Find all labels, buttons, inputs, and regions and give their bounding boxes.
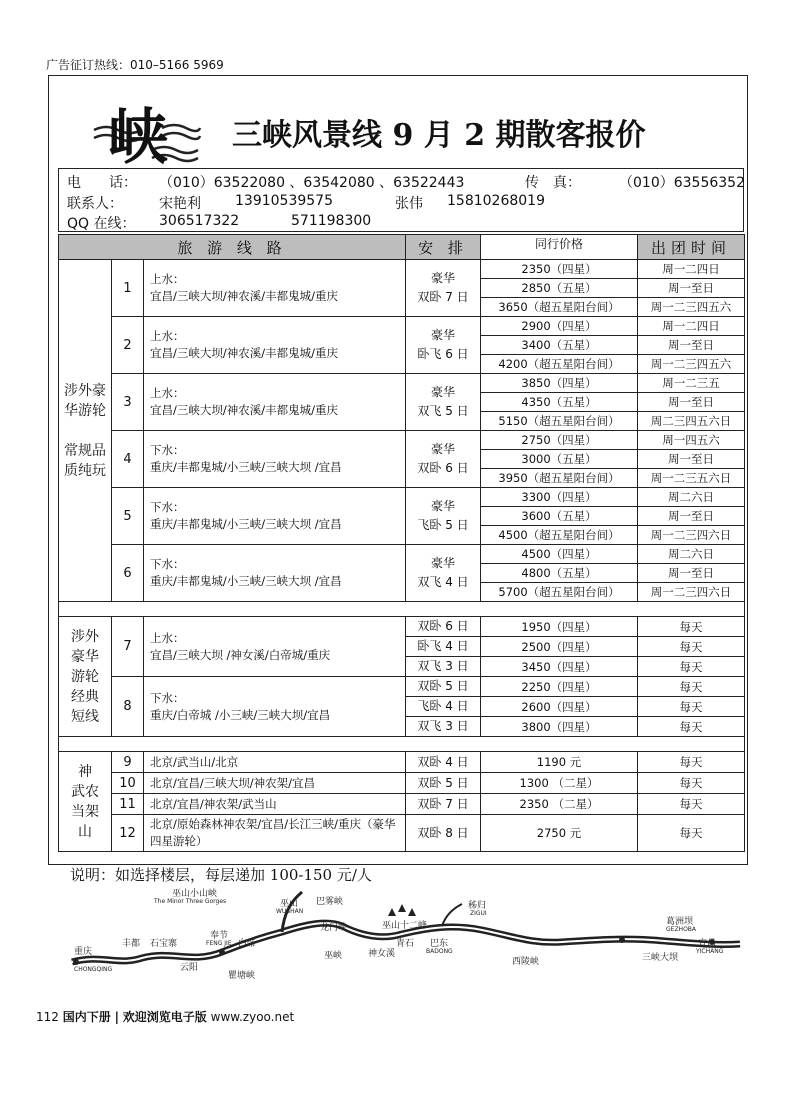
- route-direction: 下水：: [150, 690, 185, 705]
- route-number: 9: [112, 752, 144, 773]
- table-row: [59, 260, 745, 279]
- trip-duration: 飞卧 5 日: [417, 518, 469, 532]
- map-label: 秭归: [468, 901, 487, 911]
- map-label: 奉节: [210, 931, 229, 941]
- route-number: 11: [112, 794, 144, 815]
- departure-cell: 周一至日: [638, 450, 745, 469]
- header-price: 同行价格: [481, 235, 638, 260]
- arrangement-cell: [406, 545, 481, 602]
- table-row: [59, 617, 745, 637]
- arrangement-cell: 双飞 3 日: [406, 657, 481, 677]
- fax-number: （010）63556352: [619, 175, 745, 191]
- price-cell: 3950（超五星阳台间）: [481, 469, 638, 488]
- table-row: [59, 752, 745, 773]
- departure-cell: 周一二四日: [638, 260, 745, 279]
- route-number: 8: [112, 677, 144, 737]
- route-direction: 上水：: [150, 272, 185, 286]
- route-direction: 上水：: [150, 329, 185, 343]
- price-cell: 3450（四星）: [481, 657, 638, 677]
- departure-cell: 周一二三四五六: [638, 355, 745, 374]
- table-row: [59, 374, 745, 393]
- arrangement-cell: 双卧 7 日: [406, 794, 481, 815]
- departure-cell: 每天: [638, 752, 745, 773]
- table-row: [59, 794, 745, 815]
- route-path-cell: [144, 488, 406, 545]
- price-cell: 5700（超五星阳台间）: [481, 583, 638, 602]
- map-label: 龙门峡: [320, 923, 348, 933]
- departure-cell: 每天: [638, 815, 745, 852]
- spacer-cell: [59, 602, 745, 617]
- qq-number-1: 306517322: [159, 213, 240, 229]
- map-label: FENG JIE: [206, 940, 232, 947]
- map-label: 丰都: [122, 939, 141, 949]
- price-cell: 2350 （二星）: [481, 794, 638, 815]
- table-row: [59, 773, 745, 794]
- departure-cell: 每天: [638, 794, 745, 815]
- arrangement-cell: [406, 431, 481, 488]
- cruise-type: 豪华: [431, 328, 456, 342]
- route-path: 宜昌/三峡大坝/神农溪/丰都鬼城/重庆: [150, 403, 338, 417]
- map-label: GEZHOBA: [666, 926, 697, 933]
- route-path-cell: [144, 545, 406, 602]
- map-label: 巫山十二峰: [382, 921, 428, 931]
- website-link[interactable]: www.zyoo.net: [210, 1010, 295, 1024]
- map-label: 葛洲坝: [666, 917, 694, 927]
- price-cell: 2600（四星）: [481, 697, 638, 717]
- route-number: 12: [112, 815, 144, 852]
- departure-cell: 每天: [638, 773, 745, 794]
- price-table: [58, 234, 745, 852]
- route-path: 宜昌/三峡大坝/神农溪/丰都鬼城/重庆: [150, 346, 338, 360]
- route-path: 重庆/丰都鬼城/小三峡/三峡大坝 /宜昌: [150, 460, 342, 474]
- contact-person-1: 宋艳利: [159, 196, 201, 212]
- route-direction: 下水：: [150, 500, 185, 514]
- map-label: 巴雾峡: [316, 897, 344, 907]
- route-path: 北京/宜昌/三峡大坝/神农架/宜昌: [144, 773, 406, 794]
- route-number: 2: [112, 317, 144, 374]
- route-number: 10: [112, 773, 144, 794]
- arrangement-cell: 卧飞 4 日: [406, 637, 481, 657]
- table-header: [59, 235, 745, 260]
- arrangement-cell: [406, 488, 481, 545]
- arrangement-cell: 双飞 3 日: [406, 717, 481, 737]
- phone-numbers: （010）63522080 、63542080 、63522443: [159, 175, 465, 191]
- map-label: 云阳: [180, 963, 199, 973]
- map-label: 巫山: [280, 899, 299, 909]
- fax-label: 传 真：: [525, 175, 581, 191]
- price-cell: 2250（四星）: [481, 677, 638, 697]
- price-cell: 2750（四星）: [481, 431, 638, 450]
- contact-person-2: 张伟: [395, 196, 423, 212]
- map-label: 青石: [396, 939, 415, 949]
- map-label: The Minor Three Gorges: [154, 898, 227, 905]
- departure-cell: 每天: [638, 617, 745, 637]
- contact-phone-2: 15810268019: [447, 193, 545, 209]
- departure-cell: 周一二四日: [638, 317, 745, 336]
- page-number: 112: [36, 1010, 59, 1024]
- map-label: 神女溪: [368, 949, 396, 959]
- arrangement-cell: 飞卧 4 日: [406, 697, 481, 717]
- route-path: 北京/宜昌/神农架/武当山: [144, 794, 406, 815]
- route-path: 宜昌/三峡大坝 /神女溪/白帝城/重庆: [150, 647, 331, 662]
- price-cell: 5150（超五星阳台间）: [481, 412, 638, 431]
- map-label: 宜昌: [698, 939, 717, 949]
- cruise-type: 豪华: [431, 556, 456, 570]
- logo-char: 峡: [108, 103, 166, 173]
- route-number: 4: [112, 431, 144, 488]
- arrangement-cell: 双卧 8 日: [406, 815, 481, 852]
- map-label: 巴东: [430, 939, 449, 949]
- price-cell: 4500（四星）: [481, 545, 638, 564]
- route-number: 1: [112, 260, 144, 317]
- route-direction: 上水：: [150, 630, 185, 645]
- section-name: 国内下册: [62, 1010, 111, 1024]
- price-cell: 2900（四星）: [481, 317, 638, 336]
- price-cell: 3300（四星）: [481, 488, 638, 507]
- departure-cell: 每天: [638, 677, 745, 697]
- price-cell: 2850（五星）: [481, 279, 638, 298]
- departure-cell: 周一二三五: [638, 374, 745, 393]
- route-number: 3: [112, 374, 144, 431]
- price-cell: 4350（五星）: [481, 393, 638, 412]
- price-cell: 1300 （二星）: [481, 773, 638, 794]
- departure-cell: 周一四五六: [638, 431, 745, 450]
- map-label: 巫山小山峡: [172, 889, 218, 899]
- departure-cell: 周一至日: [638, 279, 745, 298]
- route-path-cell: [144, 431, 406, 488]
- route-path-cell: [144, 677, 406, 737]
- price-cell: 1950（四星）: [481, 617, 638, 637]
- route-number: 6: [112, 545, 144, 602]
- route-path-cell: [144, 617, 406, 677]
- spacer-cell: [59, 737, 745, 752]
- table-row: [59, 317, 745, 336]
- departure-cell: 周二六日: [638, 488, 745, 507]
- route-path: 北京/武当山/北京: [144, 752, 406, 773]
- cruise-type: 豪华: [431, 385, 456, 399]
- footer-separator: |: [114, 1010, 119, 1024]
- route-path-cell: [144, 260, 406, 317]
- arrangement-cell: [406, 317, 481, 374]
- group-label-text: 涉外豪华游轮 常规品质纯玩: [64, 382, 106, 479]
- trip-duration: 双卧 7 日: [417, 290, 469, 304]
- route-path-cell: [144, 374, 406, 431]
- phone-label: 电 话：: [67, 175, 137, 191]
- departure-cell: 周一至日: [638, 564, 745, 583]
- price-cell: 2750 元: [481, 815, 638, 852]
- route-path-cell: [144, 317, 406, 374]
- price-cell: 2350（四星）: [481, 260, 638, 279]
- price-cell: 3650（超五星阳台间）: [481, 298, 638, 317]
- map-label: WUSHAN: [276, 908, 304, 915]
- map-label: BADONG: [426, 948, 453, 955]
- route-direction: 下水：: [150, 557, 185, 571]
- trip-duration: 双飞 4 日: [417, 575, 469, 589]
- price-cell: 3800（四星）: [481, 717, 638, 737]
- route-path: 宜昌/三峡大坝/神农溪/丰都鬼城/重庆: [150, 289, 338, 303]
- price-cell: 4800（五星）: [481, 564, 638, 583]
- page-title: 三峡风景线 9 月 2 期散客报价: [232, 118, 646, 153]
- map-label: 石宝寨: [150, 939, 178, 949]
- route-path: 重庆/丰都鬼城/小三峡/三峡大坝 /宜昌: [150, 574, 342, 588]
- table-row: [59, 545, 745, 564]
- contact-person-label: 联系人：: [67, 196, 123, 212]
- section-spacer: [59, 737, 745, 752]
- contact-box: [58, 168, 744, 232]
- price-cell: 3400（五星）: [481, 336, 638, 355]
- departure-cell: 每天: [638, 637, 745, 657]
- map-label: 三峡大坝: [642, 953, 679, 963]
- map-label: 西陵峡: [512, 957, 540, 967]
- map-label: ZIGUI: [470, 910, 487, 917]
- route-path: 重庆/丰都鬼城/小三峡/三峡大坝 /宜昌: [150, 517, 342, 531]
- cruise-type: 豪华: [431, 442, 456, 456]
- route-number: 7: [112, 617, 144, 677]
- route-path: 北京/原始森林神农架/宜昌/长江三峡/重庆（豪华四星游轮）: [144, 815, 406, 852]
- map-label: 巫峡: [324, 951, 343, 961]
- group-label-1: [59, 260, 112, 602]
- price-cell: 4500（超五星阳台间）: [481, 526, 638, 545]
- departure-cell: 周一至日: [638, 336, 745, 355]
- trip-duration: 双飞 5 日: [417, 404, 469, 418]
- departure-cell: 周一至日: [638, 507, 745, 526]
- departure-cell: 每天: [638, 717, 745, 737]
- departure-cell: 每天: [638, 657, 745, 677]
- section-spacer: [59, 602, 745, 617]
- qq-number-2: 571198300: [291, 213, 372, 229]
- cruise-type: 豪华: [431, 499, 456, 513]
- arrangement-cell: 双卧 5 日: [406, 773, 481, 794]
- route-direction: 上水：: [150, 386, 185, 400]
- group-label-3: 神 武农当架山: [59, 752, 112, 852]
- footer-slogan: 欢迎浏览电子版: [122, 1010, 207, 1024]
- footer: [36, 1008, 294, 1025]
- header-route: 旅 游 线 路: [59, 235, 406, 260]
- map-label: 重庆: [74, 947, 93, 957]
- route-map: [62, 884, 742, 1002]
- table-row: [59, 677, 745, 697]
- departure-cell: 周二三四五六日: [638, 412, 745, 431]
- departure-cell: 周一至日: [638, 393, 745, 412]
- arrangement-cell: 双卧 5 日: [406, 677, 481, 697]
- price-cell: 3600（五星）: [481, 507, 638, 526]
- qq-label: QQ 在线：: [67, 216, 136, 232]
- route-number: 5: [112, 488, 144, 545]
- floor-note: 说明：如选择楼层，每层递加 100-150 元/人: [70, 866, 372, 884]
- route-path: 重庆/白帝城 /小三峡/三峡大坝/宜昌: [150, 707, 331, 722]
- map-label: 瞿塘峡: [228, 971, 256, 981]
- price-cell: 2500（四星）: [481, 637, 638, 657]
- contact-phone-1: 13910539575: [235, 193, 333, 209]
- map-label: YICHANG: [696, 948, 724, 955]
- departure-cell: 周一二三五六日: [638, 469, 745, 488]
- price-cell: 1190 元: [481, 752, 638, 773]
- arrangement-cell: 双卧 4 日: [406, 752, 481, 773]
- route-direction: 下水：: [150, 443, 185, 457]
- trip-duration: 双卧 6 日: [417, 461, 469, 475]
- table-row: [59, 431, 745, 450]
- header-departure: 出团时间: [638, 235, 745, 260]
- table-row: [59, 815, 745, 852]
- departure-cell: 每天: [638, 697, 745, 717]
- price-cell: 3000（五星）: [481, 450, 638, 469]
- trip-duration: 卧飞 6 日: [417, 347, 469, 361]
- departure-cell: 周二六日: [638, 545, 745, 564]
- header-arrangement: 安 排: [406, 235, 481, 260]
- arrangement-cell: [406, 260, 481, 317]
- ad-hotline: 广告征订热线：010–5166 5969: [46, 58, 224, 72]
- cruise-type: 豪华: [431, 271, 456, 285]
- table-row: [59, 488, 745, 507]
- arrangement-cell: 双卧 6 日: [406, 617, 481, 637]
- map-label: 白帝: [238, 939, 257, 949]
- arrangement-cell: [406, 374, 481, 431]
- map-label: CHONGQING: [74, 966, 113, 973]
- departure-cell: 周一二三四五六: [638, 298, 745, 317]
- price-cell: 3850（四星）: [481, 374, 638, 393]
- departure-cell: 周一二三四六日: [638, 583, 745, 602]
- departure-cell: 周一二三四六日: [638, 526, 745, 545]
- group-label-2: 涉外豪华游轮经典短线: [59, 617, 112, 737]
- price-cell: 4200（超五星阳台间）: [481, 355, 638, 374]
